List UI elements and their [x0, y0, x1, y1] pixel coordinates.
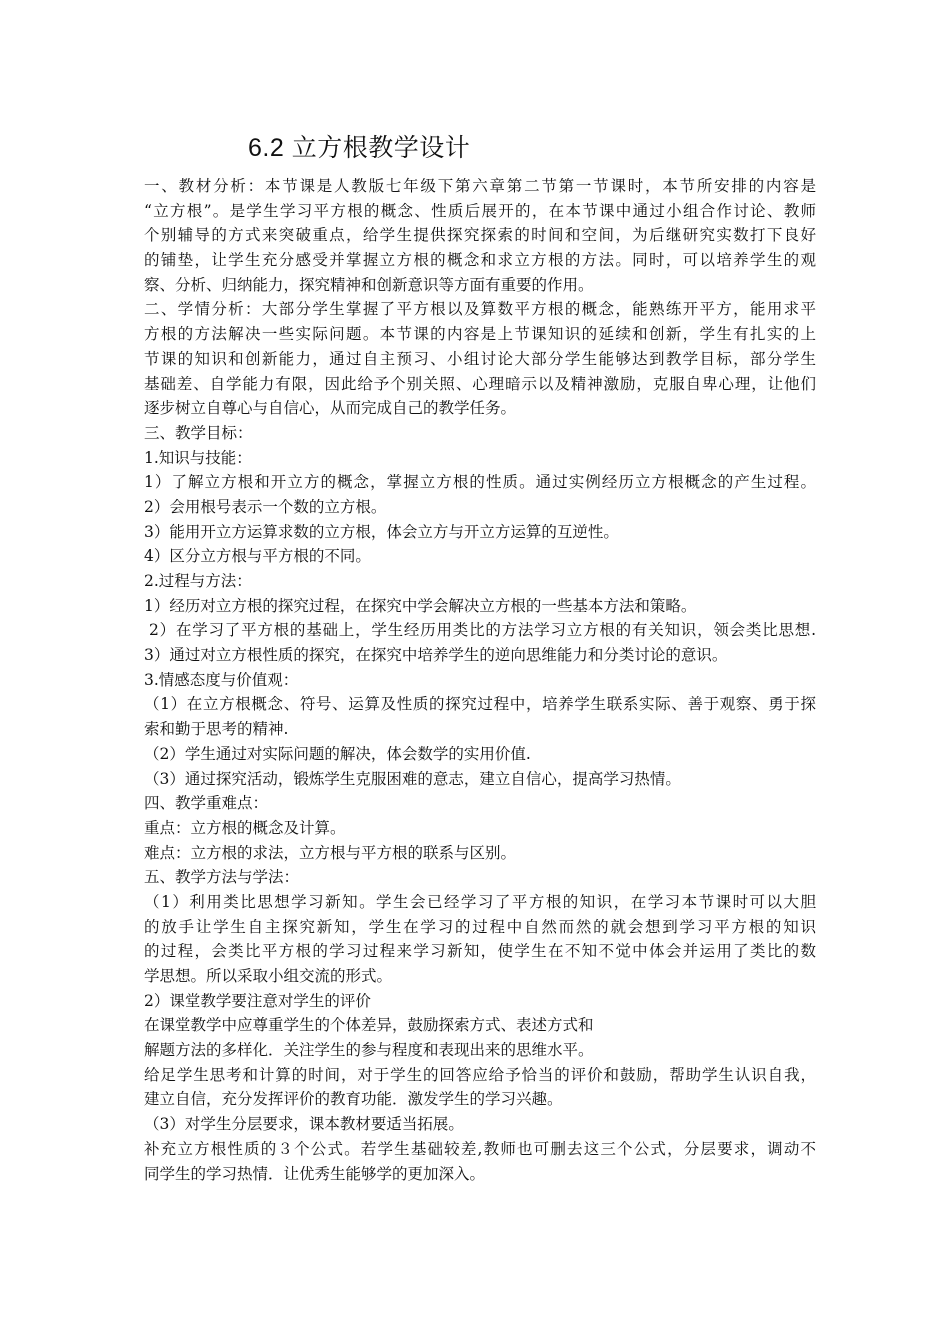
paragraph-line: 逐步树立自尊心与自信心，从而完成自己的教学任务。: [144, 399, 517, 418]
paragraph-line: 2）课堂教学要注意对学生的评价: [144, 991, 371, 1010]
paragraph-line: 的过程，会类比平方根的学习过程来学习新知，使学生在不知不觉中体会并运用了类比的数: [144, 942, 816, 961]
list-item: （1）在立方根概念、符号、运算及性质的探究过程中，培养学生联系实际、善于观察、勇于探: [144, 695, 816, 714]
paragraph-line: 的放手让学生自主探究新知，学生在学习的过程中自然而然的就会想到学习平方根的知识: [144, 917, 816, 936]
paragraph-line: 方根的方法解决一些实际问题。本节课的内容是上节课知识的延续和创新，学生有扎实的上: [144, 325, 816, 344]
document-title: 6.2 立方根教学设计: [248, 134, 471, 162]
paragraph-line: 给足学生思考和计算的时间，对于学生的回答应给予恰当的评价和鼓励，帮助学生认识自我，: [144, 1065, 816, 1084]
list-item: （2）学生通过对实际问题的解决，体会数学的实用价值.: [144, 744, 531, 763]
paragraph-line: 的铺垫，让学生充分感受并掌握立方根的概念和求立方根的方法。同时，可以培养学生的观: [144, 251, 816, 270]
subsection-heading: 1.知识与技能：: [144, 448, 252, 467]
document-body: [144, 174, 816, 1186]
list-item: 1）经历对立方根的探究过程，在探究中学会解决立方根的一些基本方法和策略。: [144, 596, 697, 615]
paragraph-line: 重点：立方根的概念及计算。: [144, 818, 346, 837]
paragraph-line: （1）利用类比思想学习新知。学生会已经学习了平方根的知识，在学习本节课时可以大胆: [144, 892, 816, 911]
paragraph-line: 察、分析、归纳能力，探究精神和创新意识等方面有重要的作用。: [144, 275, 594, 294]
paragraph-line: 难点：立方根的求法，立方根与平方根的联系与区别。: [144, 843, 517, 862]
list-item: （3）通过探究活动，锻炼学生克服困难的意志，建立自信心，提高学习热情。: [144, 769, 681, 788]
paragraph-line: 个别辅导的方式来突破重点，给学生提供探究探索的时间和空间，为后继研究实数打下良好: [144, 226, 816, 245]
paragraph-line: 在课堂教学中应尊重学生的个体差异，鼓励探索方式、表述方式和: [144, 1016, 594, 1035]
subsection-heading: 3.情感态度与价值观：: [144, 670, 299, 689]
list-item: 索和勤于思考的精神.: [144, 720, 289, 739]
paragraph-line: “立方根”。是学生学习平方根的概念、性质后展开的，在本节课中通过小组合作讨论、教师: [144, 201, 816, 220]
paragraph-line: 建立自信，充分发挥评价的教育功能．激发学生的学习兴趣。: [144, 1090, 563, 1109]
paragraph-line: 学思想。所以采取小组交流的形式。: [144, 967, 393, 985]
list-item: 1）了解立方根和开立方的概念，掌握立方根的性质。通过实例经历立方根概念的产生过程。: [144, 473, 816, 492]
paragraph-line: 解题方法的多样化．关注学生的参与程度和表现出来的思维水平。: [144, 1041, 594, 1060]
subsection-heading: 2.过程与方法：: [144, 572, 252, 590]
list-item: 2）会用根号表示一个数的立方根。: [144, 497, 387, 516]
paragraph-line: 节课的知识和创新能力，通过自主预习、小组讨论大部分学生能够达到教学目标，部分学生: [144, 349, 816, 368]
paragraph-line: 同学生的学习热情．让优秀生能够学的更加深入。: [144, 1164, 486, 1183]
paragraph-line: 一、教材分析：本节课是人教版七年级下第六章第二节第一节课时，本节所安排的内容是: [144, 177, 816, 195]
paragraph-line: 补充立方根性质的３个公式。若学生基础较差,教师也可删去这三个公式，分层要求，调动不: [144, 1139, 816, 1158]
paragraph-line: 二、学情分析：大部分学生掌握了平方根以及算数平方根的概念，能熟练开平方，能用求平: [144, 300, 816, 319]
paragraph-line: （3）对学生分层要求，课本教材要适当拓展。: [144, 1115, 464, 1134]
paragraph-line: 基础差、自学能力有限，因此给予个别关照、心理暗示以及精神激励，克服自卑心理，让他们: [144, 374, 816, 393]
section-heading: 四、教学重难点：: [144, 794, 269, 813]
list-item: 3）能用开立方运算求数的立方根，体会立方与开立方运算的互逆性。: [144, 522, 619, 541]
list-item: 2）在学习了平方根的基础上，学生经历用类比的方法学习立方根的有关知识，领会类比思想.: [149, 621, 816, 640]
list-item: 4）区分立方根与平方根的不同。: [144, 547, 371, 566]
list-item: 3）通过对立方根性质的探究，在探究中培养学生的逆向思维能力和分类讨论的意识。: [144, 646, 728, 665]
section-heading: 三、教学目标：: [144, 423, 253, 442]
section-heading: 五、教学方法与学法：: [144, 868, 300, 887]
